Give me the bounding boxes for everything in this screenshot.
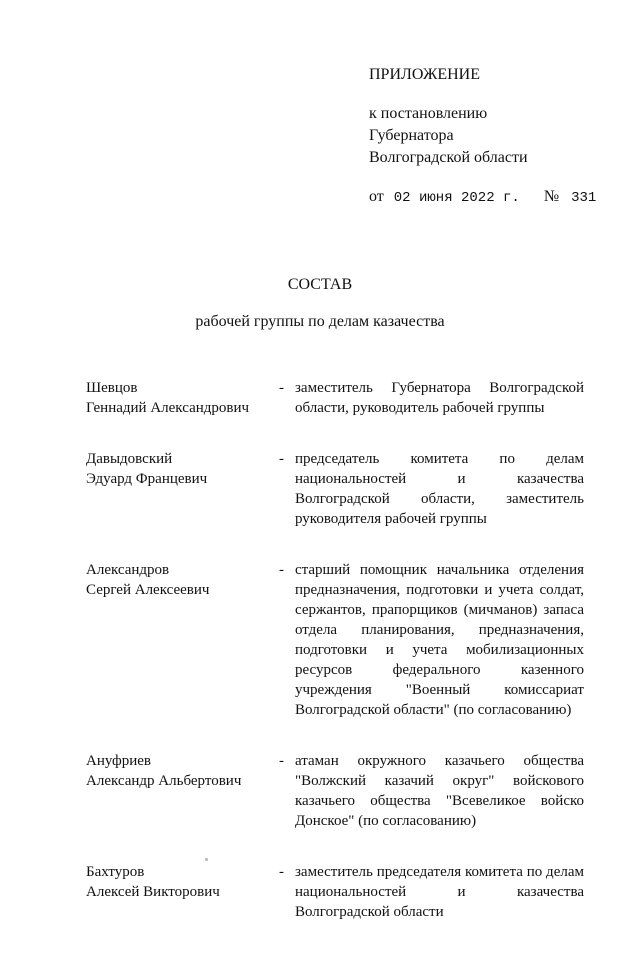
member-role: старший помощник начальника отделения предназначения, подготовки и учета солдат, сержантов, прапорщиков (мичманов) запаса отдела планирования, предназначения, подготовки и учета мобилизационных ресурсов федерального казенного учреждения "Военный комиссариат Волгоградской области" (по согласованию) [295, 562, 584, 718]
member-role: заместитель председателя комитета по делам национальностей и казачества Волгоградской области [295, 864, 584, 920]
appendix-dateline [369, 186, 596, 209]
member-name [86, 449, 279, 529]
member-dash: - [279, 380, 284, 396]
member-dash: - [279, 864, 284, 880]
member-role: заместитель Губернатора Волгоградской области, руководитель рабочей группы [295, 380, 584, 416]
member-row [86, 862, 584, 922]
decree-date: 02 июня 2022 г. [393, 190, 520, 206]
member-row [86, 560, 584, 720]
member-given-names: Алексей Викторович [86, 884, 220, 900]
appendix-line-2: Губернатора [369, 127, 454, 144]
date-prefix: от [369, 188, 384, 205]
member-dash: - [279, 562, 284, 578]
member-given-names: Александр Альбертович [86, 773, 242, 789]
scan-speck [205, 858, 208, 861]
member-row [86, 751, 584, 831]
member-role: атаман окружного казачьего общества "Волжский казачий округ" войскового казачьего общества "Всевеликое войско Донское" (по согласованию) [295, 753, 584, 829]
member-dash: - [279, 753, 284, 769]
member-name [86, 560, 279, 720]
member-row [86, 378, 584, 418]
appendix-line-1: к постановлению [369, 105, 488, 122]
member-given-names: Сергей Алексеевич [86, 582, 210, 598]
member-row [86, 449, 584, 529]
member-surname: Бахтуров [86, 864, 145, 880]
member-surname: Давыдовский [86, 451, 173, 467]
member-given-names: Эдуард Францевич [86, 471, 208, 487]
decree-number: 331 [571, 190, 597, 206]
heading-title: СОСТАВ [287, 276, 353, 293]
member-name [86, 751, 279, 831]
member-name [86, 862, 279, 922]
members-list [86, 378, 584, 953]
member-surname: Ануфриев [86, 753, 151, 769]
member-given-names: Геннадий Александрович [86, 400, 250, 416]
member-name [86, 378, 279, 418]
appendix-line-3: Волгоградской области [369, 149, 528, 166]
member-dash: - [279, 451, 284, 467]
appendix-title: ПРИЛОЖЕНИЕ [369, 66, 481, 83]
member-surname: Александров [86, 562, 170, 578]
heading-subtitle: рабочей группы по делам казачества [195, 313, 445, 330]
appendix-block [369, 64, 596, 209]
member-surname: Шевцов [86, 380, 138, 396]
number-sign: № [543, 188, 560, 205]
member-role: председатель комитета по делам национальностей и казачества Волгоградской области, заместитель руководителя рабочей группы [295, 451, 584, 527]
